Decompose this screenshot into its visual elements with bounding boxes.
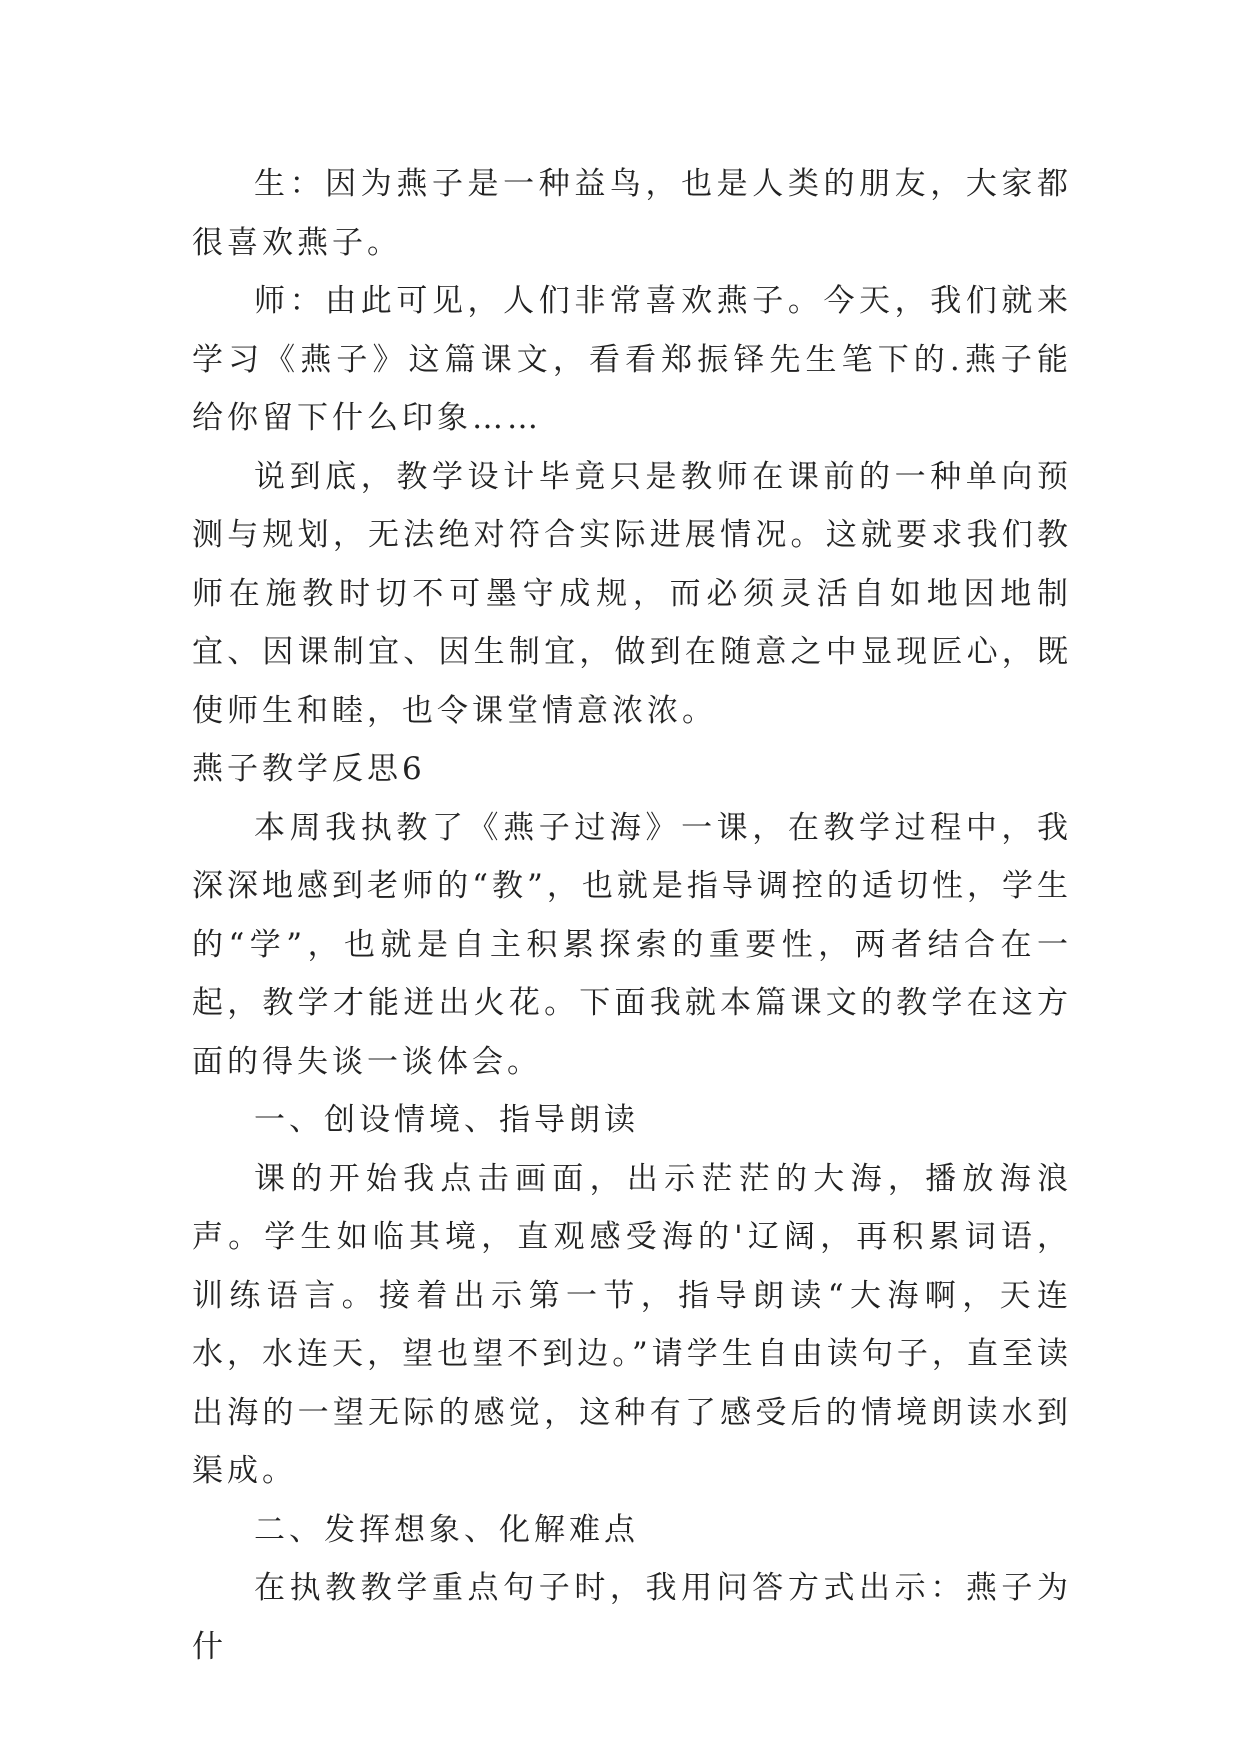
paragraph-two: 在执教教学重点句子时，我用问答方式出示：燕子为什 [192,1570,1072,1665]
document-body [192,155,1072,1676]
dialogue-teacher: 师：由此可见，人们非常喜欢燕子。今天，我们就来学习《燕子》这篇课文，看看郑振铎先生笔下的.燕子能给你留下什么印象…… [192,283,1072,436]
paragraph-one: 课的开始我点击画面，出示茫茫的大海，播放海浪声。学生如临其境，直观感受海的'辽阔，再积累词语，训练语言。接着出示第一节，指导朗读“大海啊，天连水，水连天，望也望不到边。”请学生自由读句子，直至读出海的一望无际的感觉，这种有了感受后的情境朗读水到渠成。 [192,1160,1072,1489]
subheading-two: 二、发挥想象、化解难点 [254,1511,639,1548]
paragraph-intro: 本周我执教了《燕子过海》一课，在教学过程中，我深深地感到老师的“教”，也就是指导调控的适切性，学生的“学”，也就是自主积累探索的重要性，两者结合在一起，教学才能迸出火花。下面我就本篇课文的教学在这方面的得失谈一谈体会。 [192,809,1072,1080]
section-title: 燕子教学反思6 [192,751,426,787]
dialogue-student: 生：因为燕子是一种益鸟，也是人类的朋友，大家都很喜欢燕子。 [192,166,1072,261]
subheading-one: 一、创设情境、指导朗读 [254,1102,639,1138]
paragraph-summary: 说到底，教学设计毕竟只是教师在课前的一种单向预测与规划，无法绝对符合实际进展情况。这就要求我们教师在施教时切不可墨守成规，而必须灵活自如地因地制宜、因课制宜、因生制宜，做到在随意之中显现匠心，既使师生和睦，也令课堂情意浓浓。 [192,458,1072,729]
